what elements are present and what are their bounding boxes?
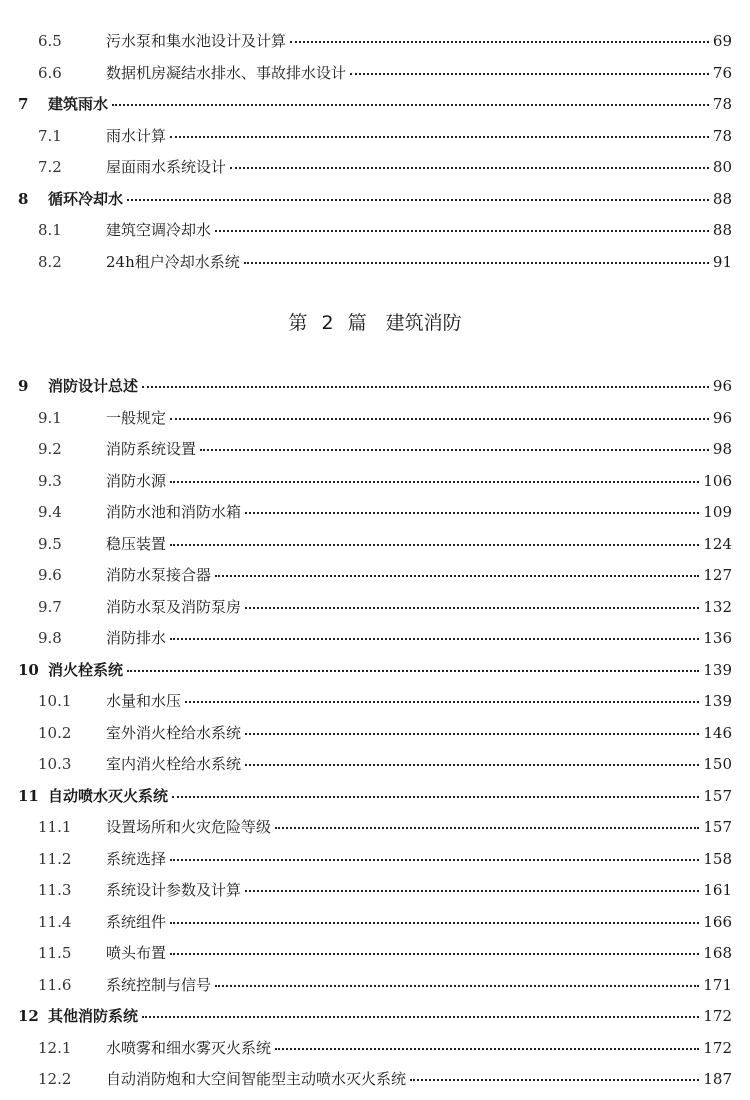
dot-leader [350,72,709,75]
entry-title: 自动消防炮和大空间智能型主动喷水灭火系统 [106,1070,407,1089]
entry-page-number: 91 [712,252,732,271]
entry-page-number: 88 [712,189,732,208]
dot-leader [200,448,709,451]
dot-leader [275,1047,699,1050]
entry-title: 室内消火栓给水系统 [106,755,242,774]
entry-title: 消防排水 [106,629,167,648]
entry-number: 10.3 [38,755,72,774]
toc-section-entry[interactable] [18,718,732,750]
toc-section-entry[interactable] [18,434,732,466]
entry-number: 9.7 [38,597,62,616]
entry-number: 7 [18,95,29,114]
dot-leader [170,480,699,483]
dot-leader [275,826,699,829]
entry-number: 9.1 [38,408,62,427]
entry-number: 11.6 [38,975,72,994]
entry-page-number: 78 [712,126,732,145]
toc-list-upper [18,26,732,278]
entry-number: 9.4 [38,503,62,522]
toc-section-entry[interactable] [18,466,732,498]
entry-title: 消防系统设置 [106,440,197,459]
entry-number: 8.1 [38,221,62,240]
toc-section-entry[interactable] [18,938,732,970]
entry-title: 其他消防系统 [48,1007,139,1026]
entry-title: 系统控制与信号 [106,975,212,994]
entry-page-number: 96 [712,408,732,427]
entry-page-number: 187 [703,1070,732,1089]
toc-section-entry[interactable] [18,970,732,1002]
entry-number: 11.3 [38,881,72,900]
entry-page-number: 69 [712,32,732,51]
entry-number: 6.5 [38,32,62,51]
entry-page-number: 98 [712,440,732,459]
toc-chapter-entry[interactable] [18,371,732,403]
entry-title: 循环冷却水 [48,189,124,208]
dot-leader [215,229,709,232]
dot-leader [245,889,699,892]
entry-number: 6.6 [38,63,62,82]
toc-section-entry[interactable] [18,26,732,58]
toc-chapter-entry[interactable] [18,781,732,813]
entry-number: 11.2 [38,849,72,868]
dot-leader [142,1015,699,1018]
entry-page-number: 96 [712,377,732,396]
entry-page-number: 171 [703,975,732,994]
dot-leader [245,732,699,735]
entry-page-number: 106 [703,471,732,490]
entry-title: 屋面雨水系统设计 [106,158,227,177]
entry-title: 系统设计参数及计算 [106,881,242,900]
entry-number: 7.1 [38,126,62,145]
entry-title: 建筑雨水 [48,95,109,114]
toc-section-entry[interactable] [18,121,732,153]
toc-section-entry[interactable] [18,529,732,561]
entry-number: 10.1 [38,692,72,711]
toc-section-entry[interactable] [18,623,732,655]
entry-number: 9.5 [38,534,62,553]
entry-number: 8 [18,189,29,208]
toc-section-entry[interactable] [18,403,732,435]
dot-leader [170,952,699,955]
dot-leader [170,135,709,138]
toc-section-entry[interactable] [18,247,732,279]
toc-section-entry[interactable] [18,1064,732,1096]
toc-section-entry[interactable] [18,215,732,247]
entry-page-number: 157 [703,786,732,805]
entry-page-number: 136 [703,629,732,648]
dot-leader [290,40,709,43]
entry-page-number: 139 [703,660,732,679]
dot-leader [142,385,709,388]
part-heading: 第 2 篇 建筑消防 [288,312,462,334]
toc-section-entry[interactable] [18,58,732,90]
entry-page-number: 139 [703,692,732,711]
toc-section-entry[interactable] [18,749,732,781]
entry-number: 9.2 [38,440,62,459]
entry-page-number: 157 [703,818,732,837]
entry-number: 12 [18,1007,39,1026]
entry-title: 喷头布置 [106,944,167,963]
dot-leader [185,700,699,703]
entry-number: 7.2 [38,158,62,177]
entry-page-number: 168 [703,944,732,963]
entry-number: 11.4 [38,912,72,931]
toc-chapter-entry[interactable] [18,1001,732,1033]
toc-list-lower [18,371,732,1096]
entry-page-number: 124 [703,534,732,553]
entry-title: 消防水泵及消防泵房 [106,597,242,616]
entry-page-number: 127 [703,566,732,585]
dot-leader [170,921,699,924]
dot-leader [215,984,699,987]
entry-number: 12.1 [38,1038,72,1057]
toc-section-entry[interactable] [18,812,732,844]
toc-section-entry[interactable] [18,497,732,529]
entry-number: 10.2 [38,723,72,742]
entry-page-number: 146 [703,723,732,742]
entry-number: 9 [18,377,29,396]
dot-leader [112,103,709,106]
entry-page-number: 158 [703,849,732,868]
dot-leader [245,763,699,766]
toc-section-entry[interactable] [18,152,732,184]
entry-number: 10 [18,660,39,679]
entry-page-number: 78 [712,95,732,114]
toc-chapter-entry[interactable] [18,89,732,121]
toc-chapter-entry[interactable] [18,655,732,687]
toc-section-entry[interactable] [18,560,732,592]
entry-number: 11 [18,786,39,805]
entry-page-number: 109 [703,503,732,522]
entry-title: 消火栓系统 [48,660,124,679]
dot-leader [170,637,699,640]
entry-page-number: 132 [703,597,732,616]
entry-title: 消防设计总述 [48,377,139,396]
entry-number: 9.3 [38,471,62,490]
toc-section-entry[interactable] [18,1033,732,1065]
dot-leader [245,511,699,514]
entry-page-number: 76 [712,63,732,82]
toc-section-entry[interactable] [18,875,732,907]
entry-page-number: 88 [712,221,732,240]
entry-page-number: 150 [703,755,732,774]
entry-title: 消防水池和消防水箱 [106,503,242,522]
dot-leader [170,858,699,861]
toc-section-entry[interactable] [18,844,732,876]
entry-title: 污水泵和集水池设计及计算 [106,32,287,51]
entry-page-number: 172 [703,1007,732,1026]
dot-leader [172,795,699,798]
entry-title: 水喷雾和细水雾灭火系统 [106,1038,272,1057]
entry-title: 建筑空调冷却水 [106,221,212,240]
entry-number: 8.2 [38,252,62,271]
dot-leader [410,1078,699,1081]
entry-number: 12.2 [38,1070,72,1089]
entry-page-number: 166 [703,912,732,931]
dot-leader [127,198,709,201]
entry-page-number: 161 [703,881,732,900]
dot-leader [244,261,709,264]
dot-leader [170,417,709,420]
entry-title: 水量和水压 [106,692,182,711]
dot-leader [170,543,699,546]
entry-title: 自动喷水灭火系统 [48,786,169,805]
entry-title: 24h租户冷却水系统 [106,252,240,271]
entry-title: 设置场所和火灾危险等级 [106,818,272,837]
toc-section-entry[interactable] [18,686,732,718]
entry-page-number: 80 [712,158,732,177]
dot-leader [215,574,699,577]
entry-title: 数据机房凝结水排水、事故排水设计 [106,63,347,82]
entry-number: 11.1 [38,818,72,837]
dot-leader [230,166,709,169]
entry-number: 9.6 [38,566,62,585]
entry-title: 消防水泵接合器 [106,566,212,585]
entry-title: 一般规定 [106,408,167,427]
dot-leader [127,669,699,672]
entry-title: 稳压装置 [106,534,167,553]
entry-title: 消防水源 [106,471,167,490]
entry-title: 雨水计算 [106,126,167,145]
toc-section-entry[interactable] [18,907,732,939]
entry-page-number: 172 [703,1038,732,1057]
entry-number: 11.5 [38,944,72,963]
entry-title: 室外消火栓给水系统 [106,723,242,742]
entry-number: 9.8 [38,629,62,648]
toc-section-entry[interactable] [18,592,732,624]
entry-title: 系统组件 [106,912,167,931]
entry-title: 系统选择 [106,849,167,868]
toc-chapter-entry[interactable] [18,184,732,216]
dot-leader [245,606,699,609]
